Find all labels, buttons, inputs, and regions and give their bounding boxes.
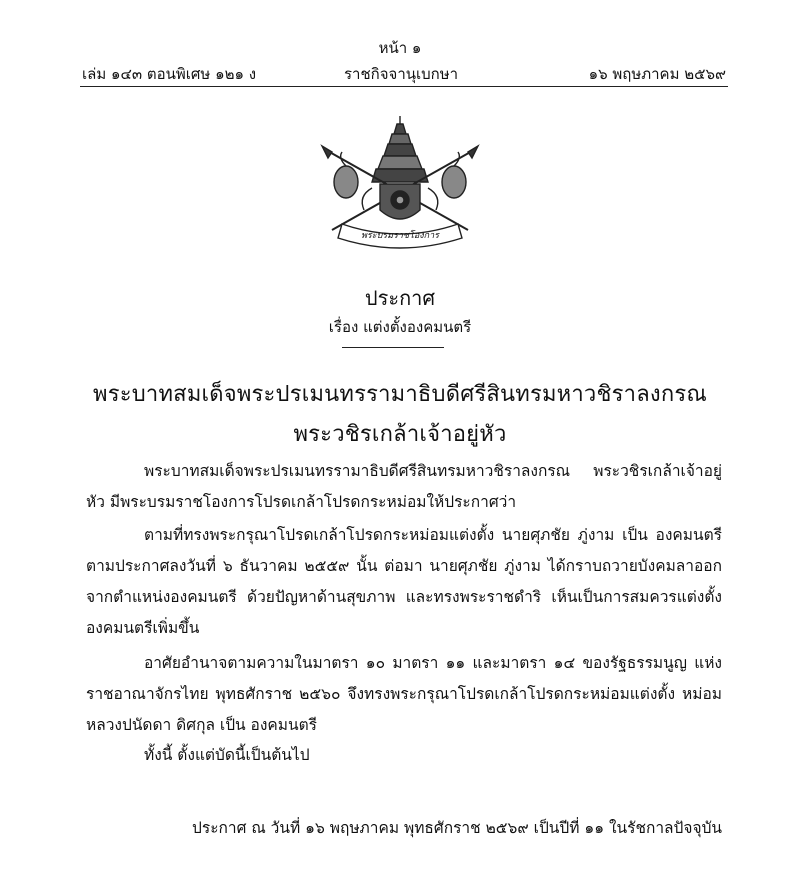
paragraph-background: ตามที่ทรงพระกรุณาโปรดเกล้าโปรดกระหม่อมแต่งตั้ง นายศุภชัย ภู่งาม เป็น องคมนตรี ตามประกาศลงวันที่ ๖ ธันวาคม ๒๕๕๙ นั้น ต่อมา นายศุภชัย ภู่งาม ได้กราบถวายบังคมลาออก จากตำแหน่งองคมนตรี ด้วยปัญหาด้านสุขภาพ และทรงพระราชดำริ เห็นเป็นการสมควรแต่งตั้ง องคมนตรีเพิ่มขึ้น	[86, 526, 722, 637]
announcement-title: ประกาศ	[364, 286, 436, 310]
paragraph-appointment: อาศัยอำนาจตามความในมาตรา ๑๐ มาตรา ๑๑ และมาตรา ๑๔ ของรัฐธรรมนูญ แห่งราชอาณาจักรไทย พุทธศักราช ๒๕๖๐ จึงทรงพระกรุณาโปรดเกล้าโปรดกระหม่อมแต่งตั้ง หม่อมหลวงปนัดดา ดิศกุล เป็น องคมนตรี	[86, 654, 722, 734]
title-divider	[342, 347, 444, 348]
emblem-ribbon-text: พระบรมราชโองการ	[360, 231, 440, 241]
volume-info: เล่ม ๑๔๓ ตอนพิเศษ ๑๒๑ ง	[82, 65, 257, 83]
king-name-line1: พระบาทสมเด็จพระปรเมนทรรามาธิบดีศรีสินทรมหาวชิราลงกรณ	[93, 382, 707, 407]
page-number: หน้า ๑	[378, 39, 422, 57]
announcement-subject: เรื่อง แต่งตั้งองคมนตรี	[328, 318, 472, 336]
header-divider	[80, 86, 728, 87]
gazette-name: ราชกิจจานุเบกษา	[344, 65, 459, 83]
closing-date-line: ประกาศ ณ วันที่ ๑๖ พฤษภาคม พุทธศักราช ๒๕๖๙ เป็นปีที่ ๑๑ ในรัชกาลปัจจุบัน	[192, 819, 722, 837]
paragraph-effective: ทั้งนี้ ตั้งแต่บัดนี้เป็นต้นไป	[144, 746, 310, 764]
paragraph-proclamation: พระบาทสมเด็จพระปรเมนทรรามาธิบดีศรีสินทรมหาวชิราลงกรณ พระวชิรเกล้าเจ้าอยู่หัว มีพระบรมราชโองการโปรดเกล้าโปรดกระหม่อมให้ประกาศว่า	[86, 462, 722, 511]
royal-garuda-emblem-icon	[318, 112, 482, 252]
king-name-line2: พระวชิรเกล้าเจ้าอยู่หัว	[293, 422, 507, 447]
publish-date: ๑๖ พฤษภาคม ๒๕๖๙	[588, 65, 726, 83]
